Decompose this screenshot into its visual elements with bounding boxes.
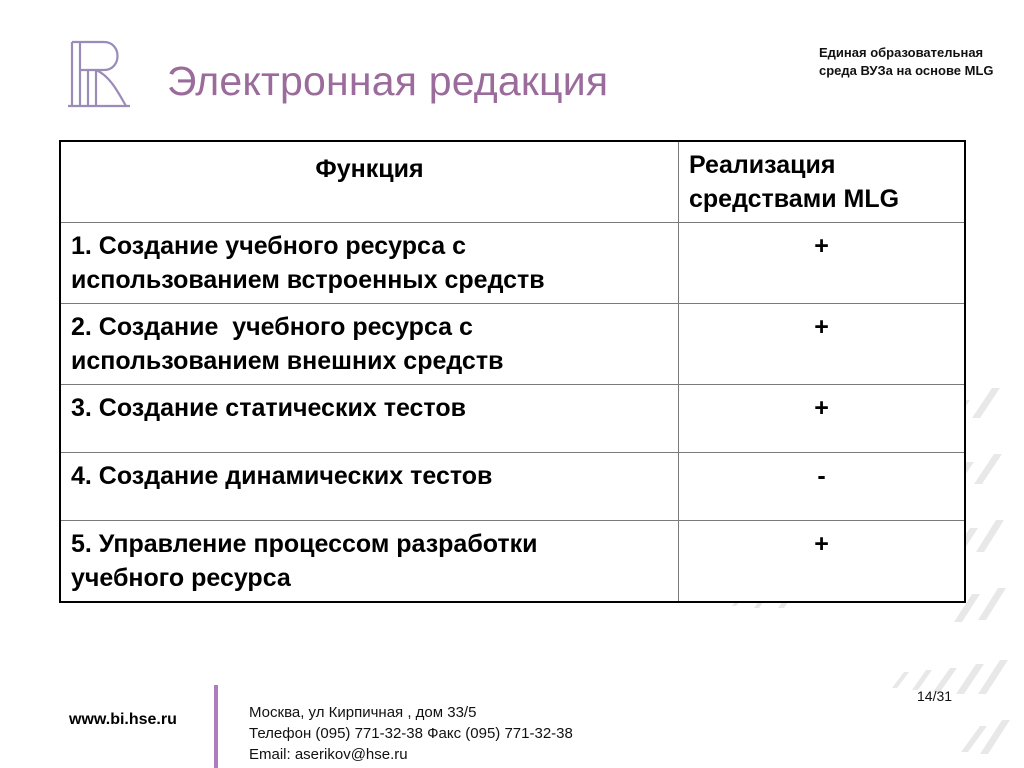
function-cell	[60, 521, 679, 603]
implementation-mark: -	[679, 453, 966, 521]
function-line-1: 3. Создание статических тестов	[71, 394, 466, 422]
function-cell	[60, 385, 679, 453]
table-row	[60, 223, 965, 304]
page-number: 14/31	[917, 688, 953, 704]
function-line-1: 5. Управление процессом разработки	[71, 530, 538, 558]
function-line-1: 4. Создание динамических тестов	[71, 462, 493, 490]
hse-logo-icon	[66, 36, 132, 110]
implementation-mark: +	[679, 385, 966, 453]
email[interactable]: Email: aserikov@hse.ru	[249, 746, 408, 763]
table-header-row	[60, 141, 965, 223]
address: Москва, ул Кирпичная , дом 33/5	[249, 704, 477, 721]
footer-divider	[214, 685, 218, 768]
website-link[interactable]: www.bi.hse.ru	[69, 711, 177, 728]
page-title: Электронная редакция	[167, 58, 609, 104]
phone-fax: Телефон (095) 771-32-38 Факс (095) 771-32-38	[249, 725, 573, 742]
functions-table	[59, 140, 966, 603]
implementation-mark: +	[679, 223, 966, 304]
function-line-2: учебного ресурса	[71, 564, 291, 592]
table-row	[60, 521, 965, 603]
implementation-mark: +	[679, 304, 966, 385]
function-cell	[60, 223, 679, 304]
contact-info	[249, 702, 573, 765]
function-line-2: использованием внешних средств	[71, 347, 504, 375]
column-header-function: Функция	[60, 141, 679, 223]
tagline-line-1: Единая образовательная	[819, 45, 984, 60]
table-row	[60, 304, 965, 385]
function-cell	[60, 453, 679, 521]
function-line-1: 1. Создание учебного ресурса с	[71, 232, 466, 260]
function-line-2: использованием встроенных средств	[71, 266, 545, 294]
table-row	[60, 385, 965, 453]
tagline	[819, 44, 1019, 80]
impl-header-line-1: Реализация	[689, 151, 836, 179]
implementation-mark: +	[679, 521, 966, 603]
function-line-1: 2. Создание учебного ресурса с	[71, 313, 473, 341]
table-row	[60, 453, 965, 521]
function-cell	[60, 304, 679, 385]
impl-header-line-2: средствами MLG	[689, 185, 900, 213]
tagline-line-2: среда ВУЗа на основе MLG	[819, 63, 994, 78]
column-header-implementation	[679, 141, 966, 223]
